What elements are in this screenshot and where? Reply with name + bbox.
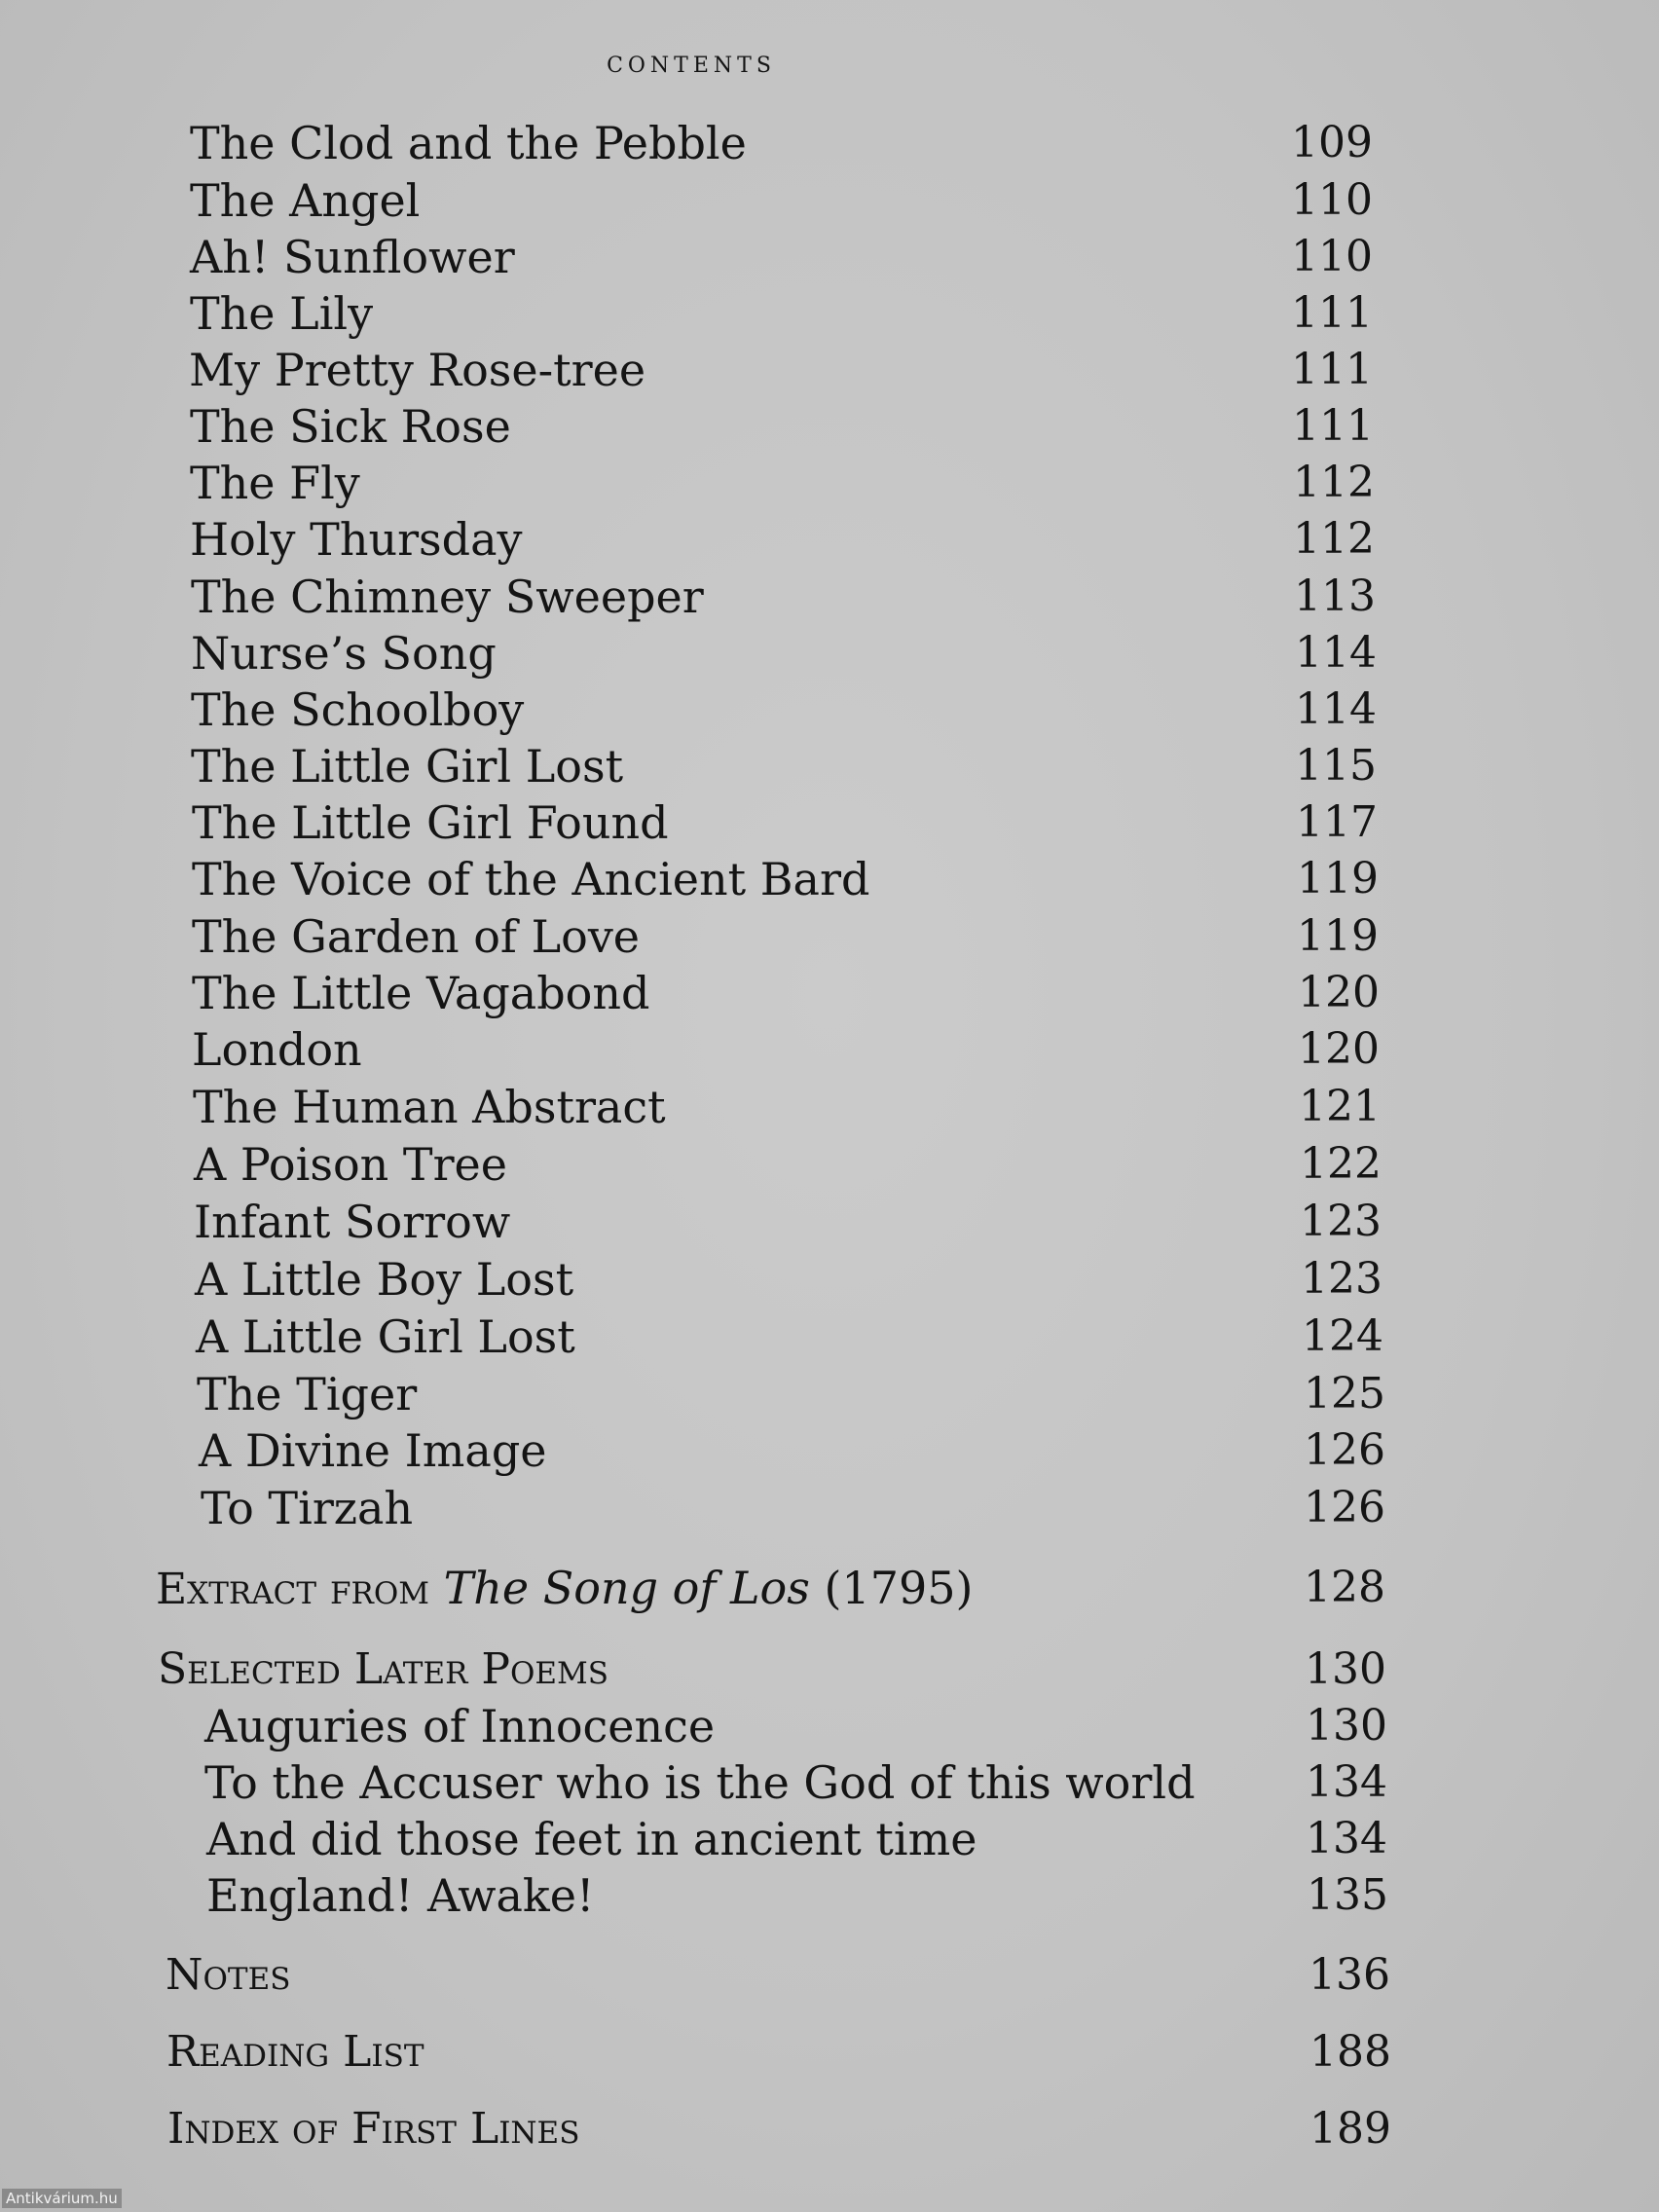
entry-page: 111 <box>1291 345 1373 394</box>
entry-title: Auguries of Innocence <box>204 1700 716 1752</box>
entry-title: Nurse’s Song <box>191 627 497 680</box>
entry-title: The Chimney Sweeper <box>191 571 704 623</box>
entry-title: Infant Sorrow <box>194 1196 511 1248</box>
entry-title: The Clod and the Pebble <box>190 117 747 169</box>
entry-page: 111 <box>1291 288 1373 338</box>
entry-page: 114 <box>1295 628 1377 678</box>
entry-title: The Schoolboy <box>191 683 525 736</box>
entry-page: 130 <box>1306 1701 1387 1751</box>
entry-page: 135 <box>1307 1870 1388 1920</box>
entry-page: 134 <box>1306 1814 1387 1863</box>
entry-title: Holy Thursday <box>190 513 523 566</box>
entry-title: Index of First Lines <box>167 2104 580 2154</box>
entry-title: A Little Girl Lost <box>196 1310 575 1363</box>
entry-title: And did those feet in ancient time <box>206 1813 977 1865</box>
entry-page: 110 <box>1291 175 1373 225</box>
entry-page: 134 <box>1306 1757 1387 1807</box>
entry-title: London <box>192 1023 362 1076</box>
entry-page: 125 <box>1304 1369 1385 1419</box>
entry-title: My Pretty Rose-tree <box>189 344 646 396</box>
entry-page: 120 <box>1298 1024 1380 1074</box>
entry-page: 123 <box>1301 1254 1382 1304</box>
entry-page: 113 <box>1294 571 1376 621</box>
entry-title: The Little Girl Lost <box>191 740 624 793</box>
entry-page: 123 <box>1300 1197 1382 1246</box>
entry-page: 109 <box>1291 118 1373 167</box>
entry-title: The Sick Rose <box>190 400 511 453</box>
entry-title: Reading List <box>166 2027 424 2077</box>
entry-title: To the Accuser who is the God of this world <box>204 1756 1196 1809</box>
entry-title: Ah! Sunflower <box>190 231 515 283</box>
extract-work: The Song of Los <box>443 1562 810 1614</box>
entry-title: The Angel <box>190 174 421 227</box>
entry-page: 115 <box>1295 741 1377 791</box>
entry-page: 130 <box>1305 1644 1386 1694</box>
entry-page: 126 <box>1304 1425 1385 1475</box>
watermark: Antikvárium.hu <box>2 2189 122 2208</box>
extract-prefix: Extract from <box>156 1565 429 1614</box>
entry-title: The Lily <box>190 287 374 340</box>
entry-title: The Little Vagabond <box>192 967 650 1019</box>
entry-page: 136 <box>1309 1950 1390 2000</box>
entry-page: 124 <box>1302 1311 1383 1361</box>
entry-title: The Fly <box>190 457 360 509</box>
entry-page: 112 <box>1293 458 1375 507</box>
entry-page: 110 <box>1291 232 1373 281</box>
entry-title: To Tirzah <box>201 1482 414 1534</box>
entry-title: A Little Boy Lost <box>195 1253 574 1306</box>
entry-title: The Tiger <box>197 1368 418 1420</box>
entry-title: The Little Girl Found <box>192 796 669 849</box>
entry-page: 126 <box>1304 1483 1385 1532</box>
entry-title: A Poison Tree <box>194 1138 507 1191</box>
entry-page: 119 <box>1297 854 1379 903</box>
entry-page: 188 <box>1309 2027 1391 2077</box>
entry-page: 112 <box>1293 514 1375 564</box>
contents-heading: contents <box>607 45 776 80</box>
entry-title: The Human Abstract <box>193 1081 666 1133</box>
entry-title: The Garden of Love <box>192 910 641 963</box>
entry-page: 189 <box>1309 2104 1391 2154</box>
entry-title: The Voice of the Ancient Bard <box>192 853 870 905</box>
entry-page: 117 <box>1296 797 1378 847</box>
entry-page: 128 <box>1304 1563 1385 1612</box>
entry-title: A Divine Image <box>199 1424 547 1477</box>
entry-page: 121 <box>1299 1082 1381 1131</box>
entry-page: 120 <box>1298 968 1380 1017</box>
section-title: Selected Later Poems <box>158 1644 609 1694</box>
entry-title: England! Awake! <box>206 1869 595 1922</box>
entry-page: 114 <box>1295 684 1377 734</box>
entry-title: Notes <box>166 1950 291 2000</box>
extract-year: (1795) <box>824 1562 974 1614</box>
entry-page: 111 <box>1292 401 1374 451</box>
entry-page: 119 <box>1297 911 1379 961</box>
entry-page: 122 <box>1300 1139 1382 1189</box>
